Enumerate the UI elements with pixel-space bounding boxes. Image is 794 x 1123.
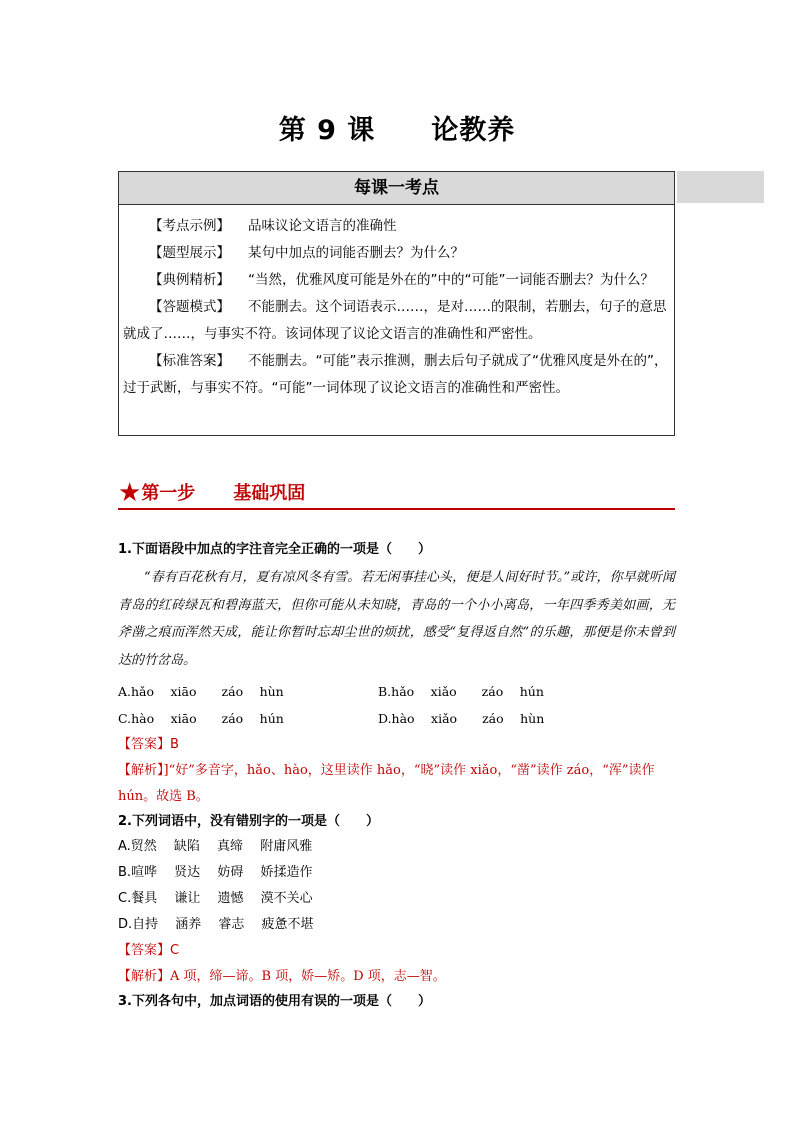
option-d: D.hào xiǎo záo hùn xyxy=(378,711,545,726)
exam-point-box xyxy=(118,171,675,436)
step-label: 第一步 xyxy=(141,483,196,504)
option-a: A.hǎo xiāo záo hùn xyxy=(118,684,284,699)
kd-text: 不能删去。“可能”表示推测，删去后句子就成了“优雅风度是外在的”，过于武断，与事实不符。“可能”一词体现了议论文语言的准确性和严密性。 xyxy=(123,353,668,396)
question-2-explanation: 【解析】A 项，缔—谛。B 项，娇—矫。D 项，志—智。 xyxy=(118,969,446,984)
kd-tag: 【题型展示】 xyxy=(149,245,230,261)
kd-text: 不能删去。这个词语表示……，是对……的限制，若删去，句子的意思就成了……，与事实不符。该词体现了议论文语言的准确性和严密性。 xyxy=(123,299,667,342)
question-2-answer: 【答案】C xyxy=(118,943,180,958)
question-1-options xyxy=(118,678,675,732)
kd-row-example xyxy=(123,213,670,240)
kd-text: 品味议论文语言的准确性 xyxy=(248,218,397,234)
kd-text: 某句中加点的词能否删去？为什么？ xyxy=(248,245,464,261)
lesson-number: 第 9 课 xyxy=(278,115,376,146)
kd-tag: 【典例精析】 xyxy=(149,272,230,288)
kd-row-analysis xyxy=(123,267,670,294)
q2-option-d: D.自持 涵养 睿志 疲惫不堪 xyxy=(118,917,314,932)
exam-point-header: 每课一考点 xyxy=(119,172,674,205)
option-b: B.hǎo xiǎo záo hún xyxy=(378,684,544,699)
kd-tag: 【标准答案】 xyxy=(149,353,230,369)
option-c: C.hào xiāo záo hún xyxy=(118,711,284,726)
kd-row-standard xyxy=(123,348,670,402)
kd-tag: 【答题模式】 xyxy=(149,299,230,315)
page-title xyxy=(0,108,794,147)
kd-row-pattern xyxy=(123,294,670,348)
questions xyxy=(118,538,675,1014)
explain-tag: 【解析】 xyxy=(118,763,164,778)
q2-option-c: C.餐具 谦让 遗憾 漠不关心 xyxy=(118,891,313,906)
question-1-passage: “春有百花秋有月，夏有凉风冬有雪。若无闲事挂心头，便是人间好时节。”或许，你早就听闻青岛的红砖绿瓦和碧海蓝天，但你可能从未知晓，青岛的一个小小离岛，一年四季秀美如画，无斧凿之痕而浑然天成，能让你暂时忘却尘世的烦扰，感受“复得返自然”的乐趣，那便是你未曾到达的竹岔岛。 xyxy=(118,570,675,668)
lesson-name: 论教养 xyxy=(431,115,516,146)
question-1-stem: 1.下面语段中加点的字注音完全正确的一项是（ ） xyxy=(118,542,431,557)
step-heading xyxy=(118,478,675,510)
kd-row-type xyxy=(123,240,670,267)
explain-text: ]“好”多音字，hǎo、hào，这里读作 hǎo，“晓”读作 xiǎo，“凿”读作 záo，“浑”读作 hún。故选 B。 xyxy=(118,763,655,804)
q2-option-a: A.贸然 缺陷 真缔 附庸风雅 xyxy=(118,839,313,854)
question-2-stem: 2.下列词语中，没有错别字的一项是（ ） xyxy=(118,814,379,829)
question-3-stem: 3.下列各句中，加点词语的使用有误的一项是（ ） xyxy=(118,994,431,1009)
question-1-explanation xyxy=(118,758,675,810)
header-band-extension xyxy=(677,171,764,203)
step-title: 基础巩固 xyxy=(233,483,306,504)
question-1-answer: 【答案】B xyxy=(118,737,179,752)
q2-option-b: B.喧哗 贤达 妨碍 娇揉造作 xyxy=(118,865,313,880)
kd-tag: 【考点示例】 xyxy=(149,218,230,234)
star-icon: ★ xyxy=(118,478,142,508)
kd-text: “当然，优雅风度可能是外在的”中的“可能”一词能否删去？为什么？ xyxy=(248,272,654,288)
exam-point-body xyxy=(119,205,674,402)
